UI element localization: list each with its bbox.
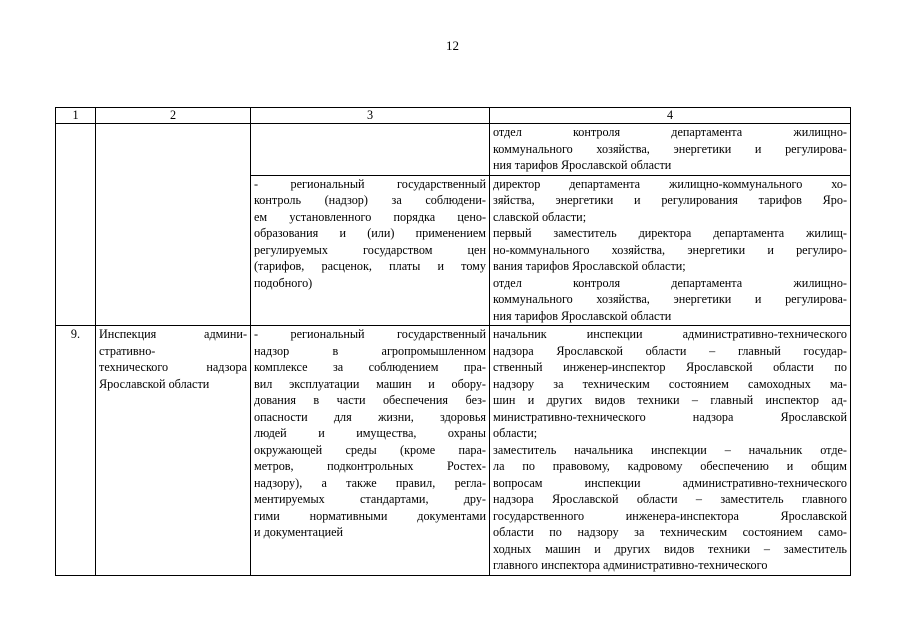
cell-text-line: ходных машин и других видов техники – заместитель <box>493 541 847 556</box>
table-row <box>56 124 851 176</box>
cell-text-line: шин и других видов техники – главный инспектор ад- <box>493 393 847 407</box>
table-row <box>56 326 851 576</box>
function-cell <box>251 326 490 576</box>
cell-text-line: дования в части обеспечения без- <box>254 393 486 407</box>
cell-text-line: государственного инженера-инспектора Ярославской <box>493 508 847 523</box>
column-header: 2 <box>96 108 251 124</box>
cell-text-line: окружающей среды (кроме пара- <box>254 442 486 457</box>
cell-text-line: зяйства, энергетики и регулирования тарифов Яро- <box>493 193 847 207</box>
cell-text-line: ла по правовому, кадровому обеспечению и общим <box>493 459 847 473</box>
cell-text-line: гими нормативными документами <box>254 508 486 523</box>
cell-text-line: ем установленного порядка цено- <box>254 209 486 224</box>
function-cell <box>251 175 490 326</box>
cell-text-line: области по надзору за техническим состоянием само- <box>493 525 847 539</box>
organization-cell <box>96 175 251 326</box>
cell-text-line: ния тарифов Ярославской области <box>493 158 672 172</box>
cell-text-line: первый заместитель директора департамента жилищ- <box>493 226 847 240</box>
cell-text-line: министративно-технического надзора Ярославской <box>493 409 847 424</box>
row-number-cell <box>56 124 96 176</box>
cell-text-line: (тарифов, расценок, платы и тому <box>254 259 486 273</box>
cell-text-line: метров, подконтрольных Ростех- <box>254 459 486 473</box>
cell-text-line: начальник инспекции административно-технического <box>493 327 847 341</box>
cell-text-line: коммунального хозяйства, энергетики и регулирова- <box>493 141 847 156</box>
cell-text-line: комплексе за соблюдением пра- <box>254 360 486 374</box>
cell-text-line: - региональный государственный <box>254 176 486 191</box>
cell-text-line: людей и имущества, охраны <box>254 426 486 440</box>
cell-text-line: образования и (или) применением <box>254 226 486 240</box>
cell-text-line: и документацией <box>254 525 344 539</box>
organization-cell <box>96 124 251 176</box>
cell-text-line: регулируемых государством цен <box>254 242 486 257</box>
cell-text-line: заместитель начальника инспекции – начальник отде- <box>493 442 847 457</box>
cell-text-line: надзора Ярославской области – заместитель главного <box>493 492 847 506</box>
cell-text-line: надзора Ярославской области – главный государ- <box>493 343 847 358</box>
column-header: 1 <box>56 108 96 124</box>
cell-text-line: надзору), а также правил, регла- <box>254 475 486 490</box>
cell-text-line: подобного) <box>254 275 313 290</box>
cell-text-line: контроль (надзор) за соблюдени- <box>254 193 486 207</box>
cell-text-line: - региональный государственный <box>254 327 486 341</box>
cell-text-line: ния тарифов Ярославской области <box>493 308 672 323</box>
row-number-cell <box>56 175 96 326</box>
function-cell <box>251 124 490 176</box>
cell-text-line: славской области; <box>493 209 587 224</box>
column-header: 4 <box>490 108 851 124</box>
cell-text-line: ственный инженер-инспектор Ярославской области по <box>493 360 847 374</box>
cell-text-line: области; <box>493 426 538 440</box>
cell-text-line: отдел контроля департамента жилищно- <box>493 275 847 290</box>
cell-text-line: Ярославской области <box>99 376 210 391</box>
cell-text-line: Инспекция админи- <box>99 327 247 341</box>
cell-text-line: опасности для жизни, здоровья <box>254 409 486 424</box>
cell-text-line: ментируемых стандартами, дру- <box>254 492 486 506</box>
row-number-cell: 9. <box>56 326 96 576</box>
cell-text-line: коммунального хозяйства, энергетики и регулирова- <box>493 292 847 306</box>
table-row <box>56 175 851 326</box>
cell-text-line: но-коммунального хозяйства, энергетики и регулиро- <box>493 242 847 257</box>
cell-text-line: отдел контроля департамента жилищно- <box>493 125 847 139</box>
officials-cell <box>490 326 851 576</box>
cell-text-line: стративно- <box>99 343 156 358</box>
cell-text-line: вания тарифов Ярославской области; <box>493 259 686 273</box>
column-header: 3 <box>251 108 490 124</box>
regulation-table <box>55 107 851 576</box>
organization-cell <box>96 326 251 576</box>
cell-text-line: надзору за техническим состоянием самоходных ма- <box>493 376 847 391</box>
cell-text-line: директор департамента жилищно-коммунального хо- <box>493 176 847 191</box>
cell-text-line: надзор в агропромышленном <box>254 343 486 358</box>
officials-cell <box>490 124 851 176</box>
table-header-row <box>56 108 851 124</box>
cell-text-line: вил эксплуатации машин и обору- <box>254 376 486 391</box>
cell-text-line: главного инспектора административно-технического <box>493 558 768 572</box>
cell-text-line: технического надзора <box>99 360 247 374</box>
officials-cell <box>490 175 851 326</box>
page-number: 12 <box>446 38 459 53</box>
cell-text-line: вопросам инспекции административно-технического <box>493 475 847 490</box>
